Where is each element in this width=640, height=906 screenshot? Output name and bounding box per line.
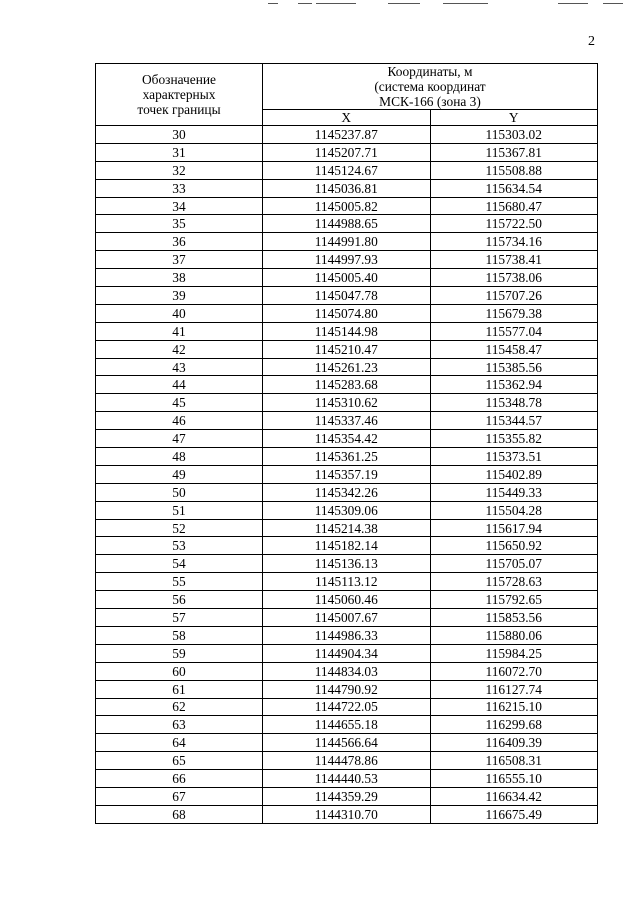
cell-x: 1145113.12 (263, 573, 431, 591)
table-row (96, 430, 598, 448)
cell-point-number: 37 (96, 251, 263, 269)
cell-x: 1144722.05 (263, 698, 431, 716)
table-row (96, 501, 598, 519)
header-point-line: характерных (142, 87, 216, 102)
table-row (96, 752, 598, 770)
cell-x: 1145047.78 (263, 287, 431, 305)
table-row (96, 394, 598, 412)
table-row (96, 358, 598, 376)
cell-x: 1144440.53 (263, 770, 431, 788)
cell-y: 116215.10 (430, 698, 598, 716)
cell-y: 115373.51 (430, 448, 598, 466)
cell-y: 116634.42 (430, 787, 598, 805)
header-coords-line: Координаты, м (387, 64, 473, 79)
cell-y: 115680.47 (430, 197, 598, 215)
cell-x: 1145005.40 (263, 269, 431, 287)
cell-x: 1145060.46 (263, 591, 431, 609)
cell-x: 1144986.33 (263, 626, 431, 644)
cell-point-number: 34 (96, 197, 263, 215)
cell-y: 116409.39 (430, 734, 598, 752)
cell-x: 1145261.23 (263, 358, 431, 376)
cell-y: 115344.57 (430, 412, 598, 430)
cell-x: 1145144.98 (263, 322, 431, 340)
cell-point-number: 39 (96, 287, 263, 305)
cell-point-number: 64 (96, 734, 263, 752)
coordinates-table (95, 63, 598, 824)
cell-y: 116127.74 (430, 680, 598, 698)
header-coords-line: (система координат (374, 79, 486, 94)
table-body (96, 126, 598, 824)
cell-point-number: 60 (96, 662, 263, 680)
table-row (96, 698, 598, 716)
cell-y: 115617.94 (430, 519, 598, 537)
table-row (96, 626, 598, 644)
table-row (96, 126, 598, 144)
cell-y: 115984.25 (430, 644, 598, 662)
cell-y: 116675.49 (430, 805, 598, 823)
table-row (96, 680, 598, 698)
cell-y: 115385.56 (430, 358, 598, 376)
cell-point-number: 65 (96, 752, 263, 770)
cell-point-number: 40 (96, 304, 263, 322)
cell-x: 1145214.38 (263, 519, 431, 537)
cell-point-number: 55 (96, 573, 263, 591)
table-row (96, 233, 598, 251)
cell-y: 115577.04 (430, 322, 598, 340)
table-row (96, 662, 598, 680)
cell-y: 115402.89 (430, 465, 598, 483)
cell-x: 1144655.18 (263, 716, 431, 734)
cell-x: 1144991.80 (263, 233, 431, 251)
cell-point-number: 46 (96, 412, 263, 430)
table-row (96, 251, 598, 269)
cell-x: 1145283.68 (263, 376, 431, 394)
cell-x: 1145207.71 (263, 143, 431, 161)
cell-x: 1144359.29 (263, 787, 431, 805)
cell-point-number: 53 (96, 537, 263, 555)
table-row (96, 215, 598, 233)
cell-y: 115634.54 (430, 179, 598, 197)
table-row (96, 734, 598, 752)
cell-y: 116299.68 (430, 716, 598, 734)
cell-y: 115355.82 (430, 430, 598, 448)
cell-y: 115650.92 (430, 537, 598, 555)
cell-y: 115504.28 (430, 501, 598, 519)
cell-point-number: 45 (96, 394, 263, 412)
cell-x: 1145354.42 (263, 430, 431, 448)
cell-point-number: 59 (96, 644, 263, 662)
cell-y: 115880.06 (430, 626, 598, 644)
cell-point-number: 63 (96, 716, 263, 734)
cell-x: 1144904.34 (263, 644, 431, 662)
header-coords-line: МСК-166 (зона 3) (379, 94, 481, 109)
table-row (96, 143, 598, 161)
cell-point-number: 54 (96, 555, 263, 573)
cell-y: 116072.70 (430, 662, 598, 680)
table-row (96, 716, 598, 734)
table-row (96, 770, 598, 788)
cell-y: 115303.02 (430, 126, 598, 144)
cell-y: 115734.16 (430, 233, 598, 251)
header-coordinates (263, 64, 598, 110)
cell-x: 1145074.80 (263, 304, 431, 322)
cell-x: 1145237.87 (263, 126, 431, 144)
cell-y: 115738.41 (430, 251, 598, 269)
table-row (96, 555, 598, 573)
cell-point-number: 30 (96, 126, 263, 144)
cell-y: 115792.65 (430, 591, 598, 609)
cell-point-number: 61 (96, 680, 263, 698)
cell-point-number: 33 (96, 179, 263, 197)
cell-y: 115738.06 (430, 269, 598, 287)
cell-y: 115705.07 (430, 555, 598, 573)
cell-x: 1145310.62 (263, 394, 431, 412)
cell-y: 115722.50 (430, 215, 598, 233)
cell-point-number: 35 (96, 215, 263, 233)
cell-point-number: 42 (96, 340, 263, 358)
cell-y: 115707.26 (430, 287, 598, 305)
cell-x: 1144997.93 (263, 251, 431, 269)
table-row (96, 573, 598, 591)
cell-point-number: 41 (96, 322, 263, 340)
cell-point-number: 66 (96, 770, 263, 788)
header-point-line: точек границы (137, 102, 221, 117)
table-row (96, 269, 598, 287)
header-point-line: Обозначение (142, 72, 216, 87)
cell-y: 115853.56 (430, 609, 598, 627)
cell-point-number: 31 (96, 143, 263, 161)
cell-point-number: 47 (96, 430, 263, 448)
table-row (96, 179, 598, 197)
cell-x: 1145309.06 (263, 501, 431, 519)
table-row (96, 287, 598, 305)
cell-x: 1144566.64 (263, 734, 431, 752)
table-row (96, 412, 598, 430)
scan-artifact-marks (268, 3, 640, 6)
table-row (96, 519, 598, 537)
cell-x: 1144834.03 (263, 662, 431, 680)
table-row (96, 483, 598, 501)
cell-y: 116508.31 (430, 752, 598, 770)
cell-x: 1144310.70 (263, 805, 431, 823)
cell-x: 1144988.65 (263, 215, 431, 233)
table-row (96, 304, 598, 322)
table-row (96, 591, 598, 609)
cell-point-number: 49 (96, 465, 263, 483)
cell-x: 1145124.67 (263, 161, 431, 179)
cell-x: 1145361.25 (263, 448, 431, 466)
cell-x: 1144790.92 (263, 680, 431, 698)
header-x: X (263, 110, 431, 126)
cell-point-number: 36 (96, 233, 263, 251)
header-point-designation (96, 64, 263, 126)
table-row (96, 644, 598, 662)
cell-x: 1145337.46 (263, 412, 431, 430)
header-y: Y (430, 110, 598, 126)
cell-x: 1144478.86 (263, 752, 431, 770)
cell-y: 115362.94 (430, 376, 598, 394)
cell-x: 1145036.81 (263, 179, 431, 197)
cell-point-number: 67 (96, 787, 263, 805)
cell-y: 115508.88 (430, 161, 598, 179)
cell-point-number: 48 (96, 448, 263, 466)
table-row (96, 161, 598, 179)
table-row (96, 465, 598, 483)
cell-point-number: 44 (96, 376, 263, 394)
cell-point-number: 56 (96, 591, 263, 609)
table-row (96, 197, 598, 215)
table-row (96, 340, 598, 358)
table-row (96, 537, 598, 555)
cell-point-number: 51 (96, 501, 263, 519)
cell-y: 115348.78 (430, 394, 598, 412)
cell-point-number: 38 (96, 269, 263, 287)
cell-y: 115458.47 (430, 340, 598, 358)
table-row (96, 376, 598, 394)
cell-x: 1145342.26 (263, 483, 431, 501)
cell-x: 1145357.19 (263, 465, 431, 483)
cell-y: 116555.10 (430, 770, 598, 788)
cell-point-number: 68 (96, 805, 263, 823)
cell-point-number: 43 (96, 358, 263, 376)
cell-point-number: 50 (96, 483, 263, 501)
cell-y: 115367.81 (430, 143, 598, 161)
table-row (96, 787, 598, 805)
cell-point-number: 32 (96, 161, 263, 179)
cell-x: 1145182.14 (263, 537, 431, 555)
page-number: 2 (588, 34, 595, 49)
table-row (96, 609, 598, 627)
cell-point-number: 57 (96, 609, 263, 627)
cell-point-number: 52 (96, 519, 263, 537)
cell-point-number: 62 (96, 698, 263, 716)
cell-x: 1145210.47 (263, 340, 431, 358)
cell-x: 1145005.82 (263, 197, 431, 215)
cell-y: 115728.63 (430, 573, 598, 591)
cell-y: 115449.33 (430, 483, 598, 501)
cell-y: 115679.38 (430, 304, 598, 322)
table-row (96, 448, 598, 466)
cell-point-number: 58 (96, 626, 263, 644)
table-row (96, 805, 598, 823)
cell-x: 1145136.13 (263, 555, 431, 573)
cell-x: 1145007.67 (263, 609, 431, 627)
table-row (96, 322, 598, 340)
